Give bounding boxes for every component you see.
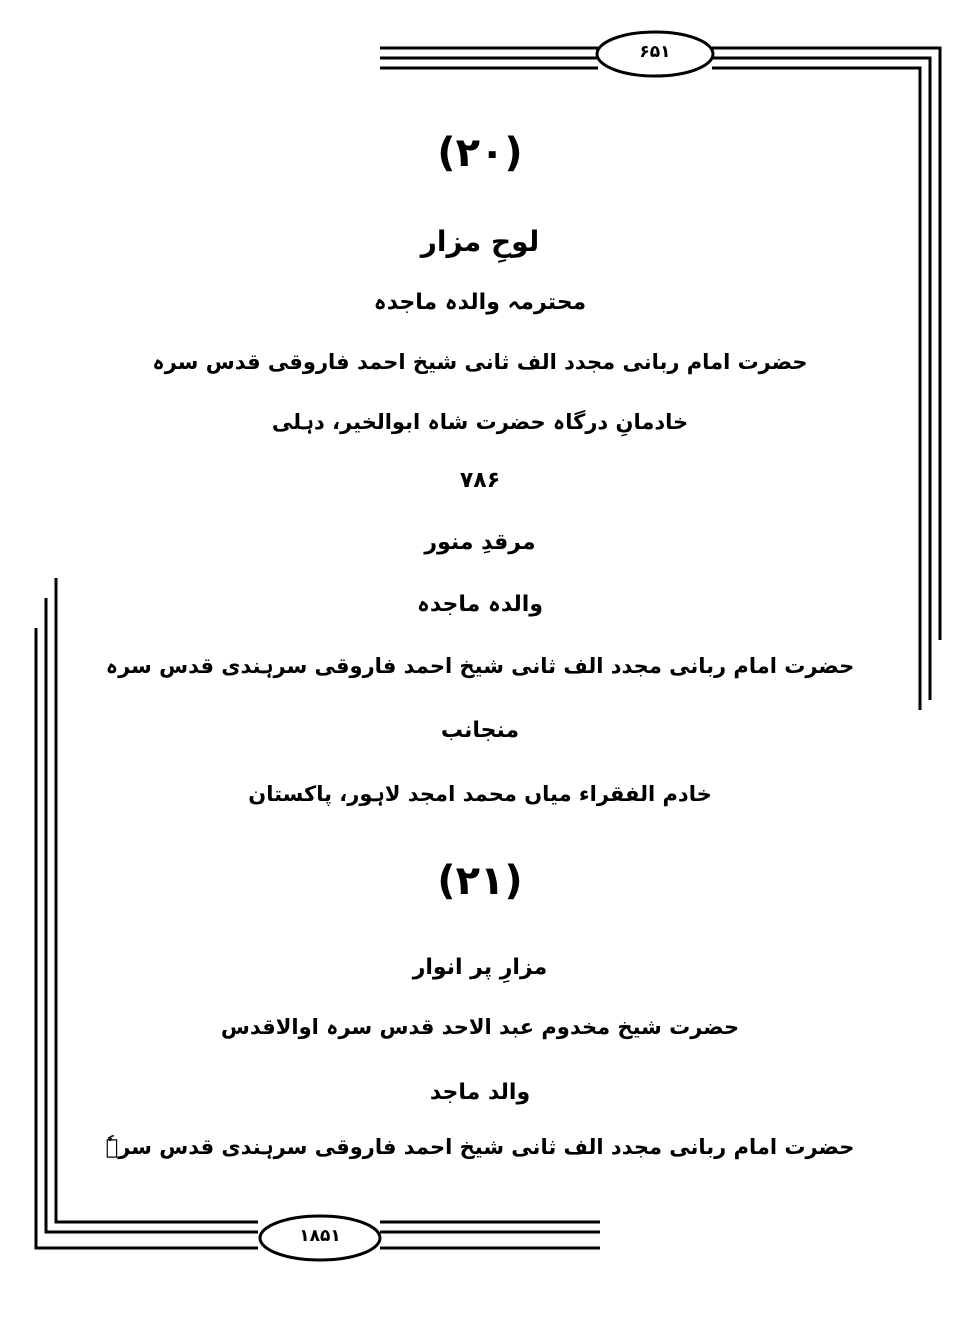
section-21-number: (۲۱) (437, 858, 523, 904)
section-20-line-3: خادمانِ درگاہ حضرت شاہ ابوالخیر، دہلی (271, 410, 689, 434)
section-20-title: لوحِ مزار (420, 225, 540, 258)
section-20-line-7: منجانب (440, 718, 520, 743)
section-20-line-1: محترمہ والدہ ماجدہ (373, 290, 587, 315)
section-20-line-6: حضرت امام ربانی مجدد الف ثانی شیخ احمد فاروقی سرہندی قدس سرہ (105, 654, 855, 678)
header-page-number: ۶۵۱ (639, 42, 671, 62)
section-20-line-5: والدہ ماجدہ (416, 592, 544, 617)
section-21-line-2: والد ماجد (429, 1080, 531, 1105)
section-20-line-2: حضرت امام ربانی مجدد الف ثانی شیخ احمد فاروقی قدس سرہ (152, 350, 808, 374)
section-21-line-1: حضرت شیخ مخدوم عبد الاحد قدس سرہ اوالاقدس (220, 1015, 740, 1039)
section-21-title: مزارِ پر انوار (412, 955, 548, 980)
section-20-line-4: مرقدِ منور (424, 530, 536, 555)
section-20-line-8: خادم الفقراء میاں محمد امجد لاہور، پاکستان (248, 782, 712, 806)
section-20-number: (۲۰) (437, 130, 523, 176)
footer-page-number: ۱۸۵۱ (299, 1226, 341, 1246)
section-21-line-3: حضرت امام ربانی مجدد الف ثانی شیخ احمد فاروقی سرہندی قدس سرہٗ (105, 1135, 855, 1159)
section-20-year: ۷۸۶ (459, 468, 501, 493)
